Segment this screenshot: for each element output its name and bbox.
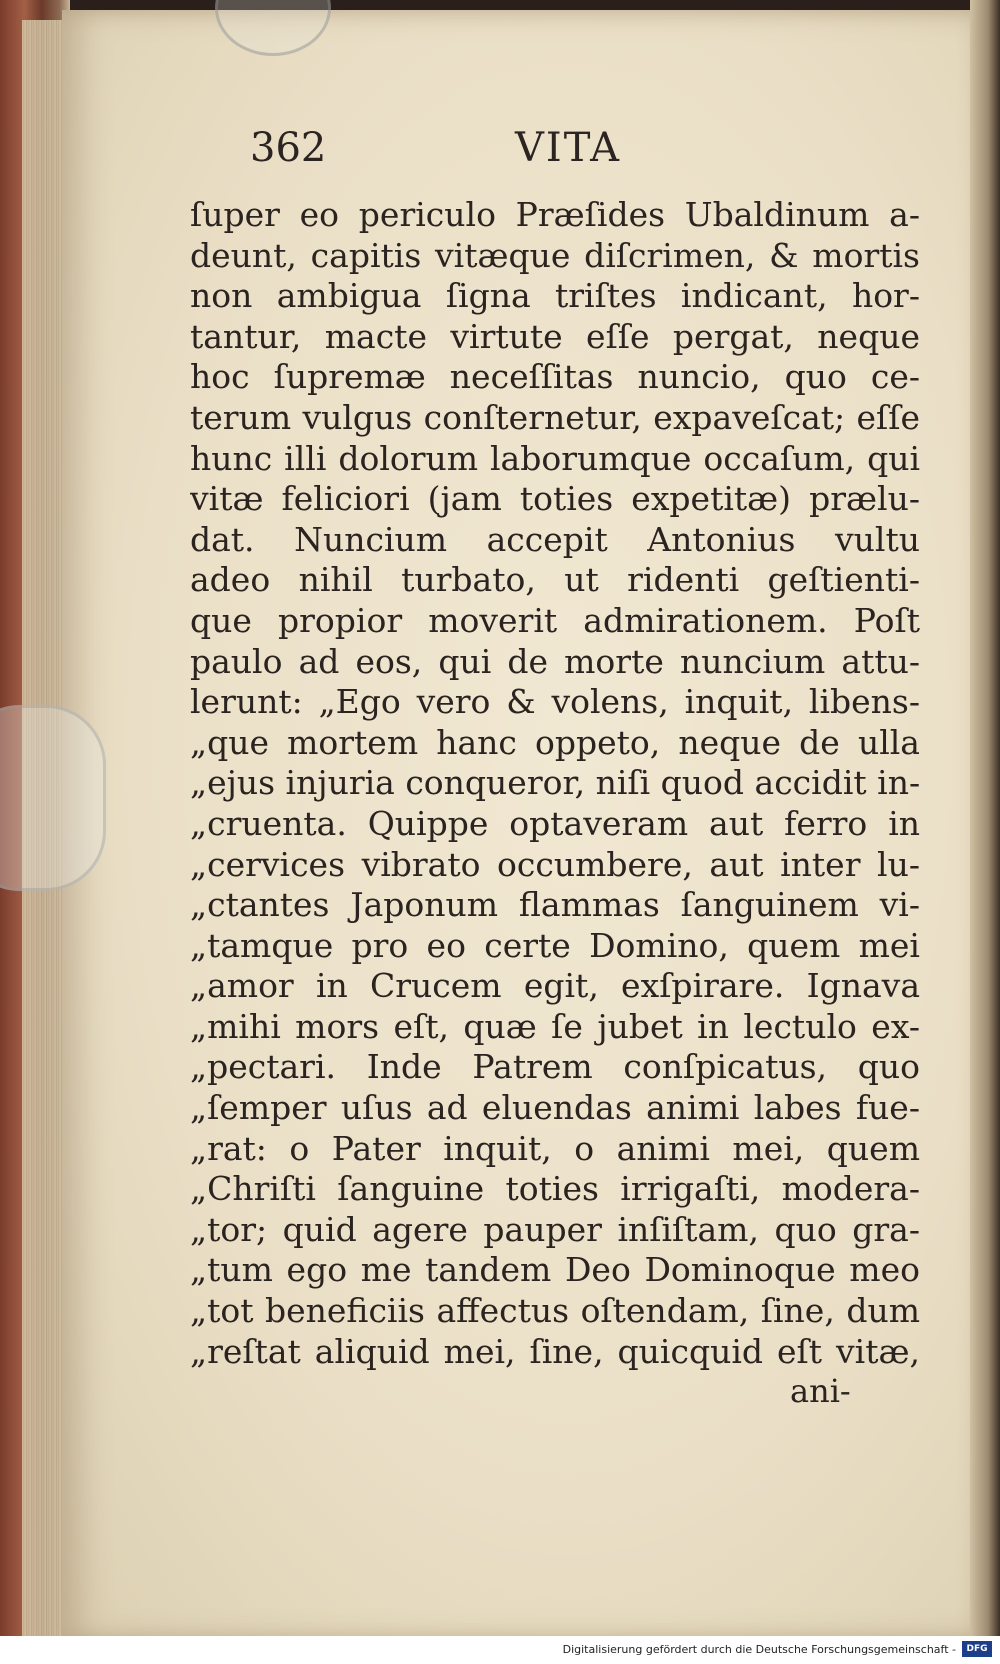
text-line: hunc illi dolorum laborumque occaſum, qui xyxy=(190,438,920,478)
body-text xyxy=(190,195,920,1372)
text-line: tantur, macte virtute eſſe pergat, neque xyxy=(190,316,920,356)
text-line: paulo ad eos, qui de morte nuncium attu- xyxy=(190,641,920,681)
text-line: „que mortem hanc oppeto, neque de ulla xyxy=(190,722,920,762)
text-line: non ambigua ſigna triſtes indicant, hor- xyxy=(190,276,920,316)
text-line: terum vulgus conſternetur, expaveſcat; eſſe xyxy=(190,397,920,437)
text-line: adeo nihil turbato, ut ridenti geſtienti- xyxy=(190,560,920,600)
text-line: „tamque pro eo certe Domino, quem mei xyxy=(190,925,920,965)
text-line: dat. Nuncium accepit Antonius vultu xyxy=(190,519,920,559)
text-line: vitæ feliciori (jam toties expetitæ) prælu- xyxy=(190,479,920,519)
text-line: „cruenta. Quippe optaveram aut ferro in xyxy=(190,803,920,843)
text-line: „mihi mors eſt, quæ ſe jubet in lectulo ex- xyxy=(190,1006,920,1046)
text-line: „ſemper uſus ad eluendas animi labes fue- xyxy=(190,1088,920,1128)
text-line: „tor; quid agere pauper inſiſtam, quo gra- xyxy=(190,1209,920,1249)
text-line: deunt, capitis vitæque diſcrimen, & mortis xyxy=(190,235,920,275)
catchword: ani- xyxy=(790,1372,851,1410)
text-line: ſuper eo periculo Præſides Ubaldinum a- xyxy=(190,195,920,234)
glass-weight-left xyxy=(0,705,106,891)
text-line: que propior moverit admirationem. Poſt xyxy=(190,600,920,640)
digitization-footer xyxy=(0,1636,1000,1664)
text-line: hoc ſupremæ neceſſitas nuncio, quo ce- xyxy=(190,357,920,397)
page-header xyxy=(250,125,670,185)
text-line: lerunt: „Ego vero & volens, inquit, libens- xyxy=(190,682,920,722)
text-line: „reſtat aliquid mei, ſine, quicquid eſt vitæ, xyxy=(190,1331,920,1371)
text-line: „tum ego me tandem Deo Dominoque meo xyxy=(190,1250,920,1290)
text-line: „rat: o Pater inquit, o animi mei, quem xyxy=(190,1128,920,1168)
text-line: „pectari. Inde Patrem conſpicatus, quo xyxy=(190,1047,920,1087)
dfg-logo-icon[interactable]: DFG xyxy=(962,1641,992,1657)
text-line: „ctantes Japonum flammas ſanguinem vi- xyxy=(190,885,920,925)
text-line: „Chriſti ſanguine toties irrigaſti, modera- xyxy=(190,1169,920,1209)
running-head: VITA xyxy=(515,125,622,171)
funding-notice: Digitalisierung gefördert durch die Deutsche Forschungsgemeinschaft - xyxy=(562,1643,956,1656)
page-gutter xyxy=(970,0,1000,1664)
text-line: „tot beneficiis affectus oſtendam, ſine, dum xyxy=(190,1291,920,1331)
text-line: „cervices vibrato occumbere, aut inter lu- xyxy=(190,844,920,884)
text-line: „ejus injuria conqueror, niſi quod accidit in- xyxy=(190,763,920,803)
page-number: 362 xyxy=(250,125,327,171)
text-line: „amor in Crucem egit, exſpirare. Ignava xyxy=(190,966,920,1006)
